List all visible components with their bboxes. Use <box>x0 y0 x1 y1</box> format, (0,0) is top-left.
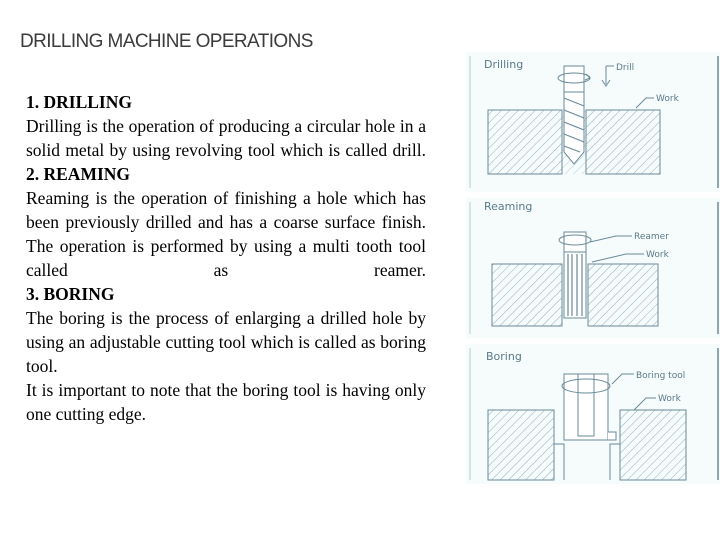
reaming-work-label: Work <box>646 250 669 260</box>
content-text <box>26 90 426 426</box>
reaming-illustration <box>466 198 720 338</box>
reaming-figure-title: Reaming <box>484 200 533 213</box>
drilling-figure <box>466 52 720 192</box>
drilling-figure-title: Drilling <box>484 58 524 71</box>
boring-tool-icon <box>562 374 616 440</box>
boring-tool-label: Boring tool <box>636 371 686 381</box>
boring-figure <box>466 344 720 484</box>
drilling-illustration <box>466 52 720 192</box>
boring-figure-title: Boring <box>486 350 522 363</box>
reaming-description: Reaming is the operation of finishing a hole which has been previously drilled and has a coarse surface finish. <box>26 188 426 232</box>
reaming-tool-note: The operation is performed by using a multi tooth tool called as reamer. <box>26 236 426 280</box>
drill-label: Drill <box>616 63 635 73</box>
boring-tool-note: It is important to note that the boring tool is having only one cutting edge. <box>26 380 426 424</box>
boring-work-label: Work <box>658 394 681 404</box>
drilling-work-label: Work <box>656 94 679 104</box>
drilling-description: Drilling is the operation of producing a circular hole in a solid metal by using revolving tool which is called drill. <box>26 116 426 160</box>
reamer-label: Reamer <box>634 232 669 242</box>
boring-description: The boring is the process of enlarging a drilled hole by using an adjustable cutting tool which is called as boring tool. <box>26 308 426 376</box>
reamer-icon <box>559 232 591 318</box>
section-heading-drilling: 1. DRILLING <box>26 92 132 112</box>
reaming-figure <box>466 198 720 338</box>
operations-figures <box>466 52 720 484</box>
section-heading-reaming: 2. REAMING <box>26 164 131 184</box>
section-heading-boring: 3. BORING <box>26 284 115 304</box>
slide-title: DRILLING MACHINE OPERATIONS <box>20 31 313 52</box>
boring-illustration <box>466 344 720 484</box>
